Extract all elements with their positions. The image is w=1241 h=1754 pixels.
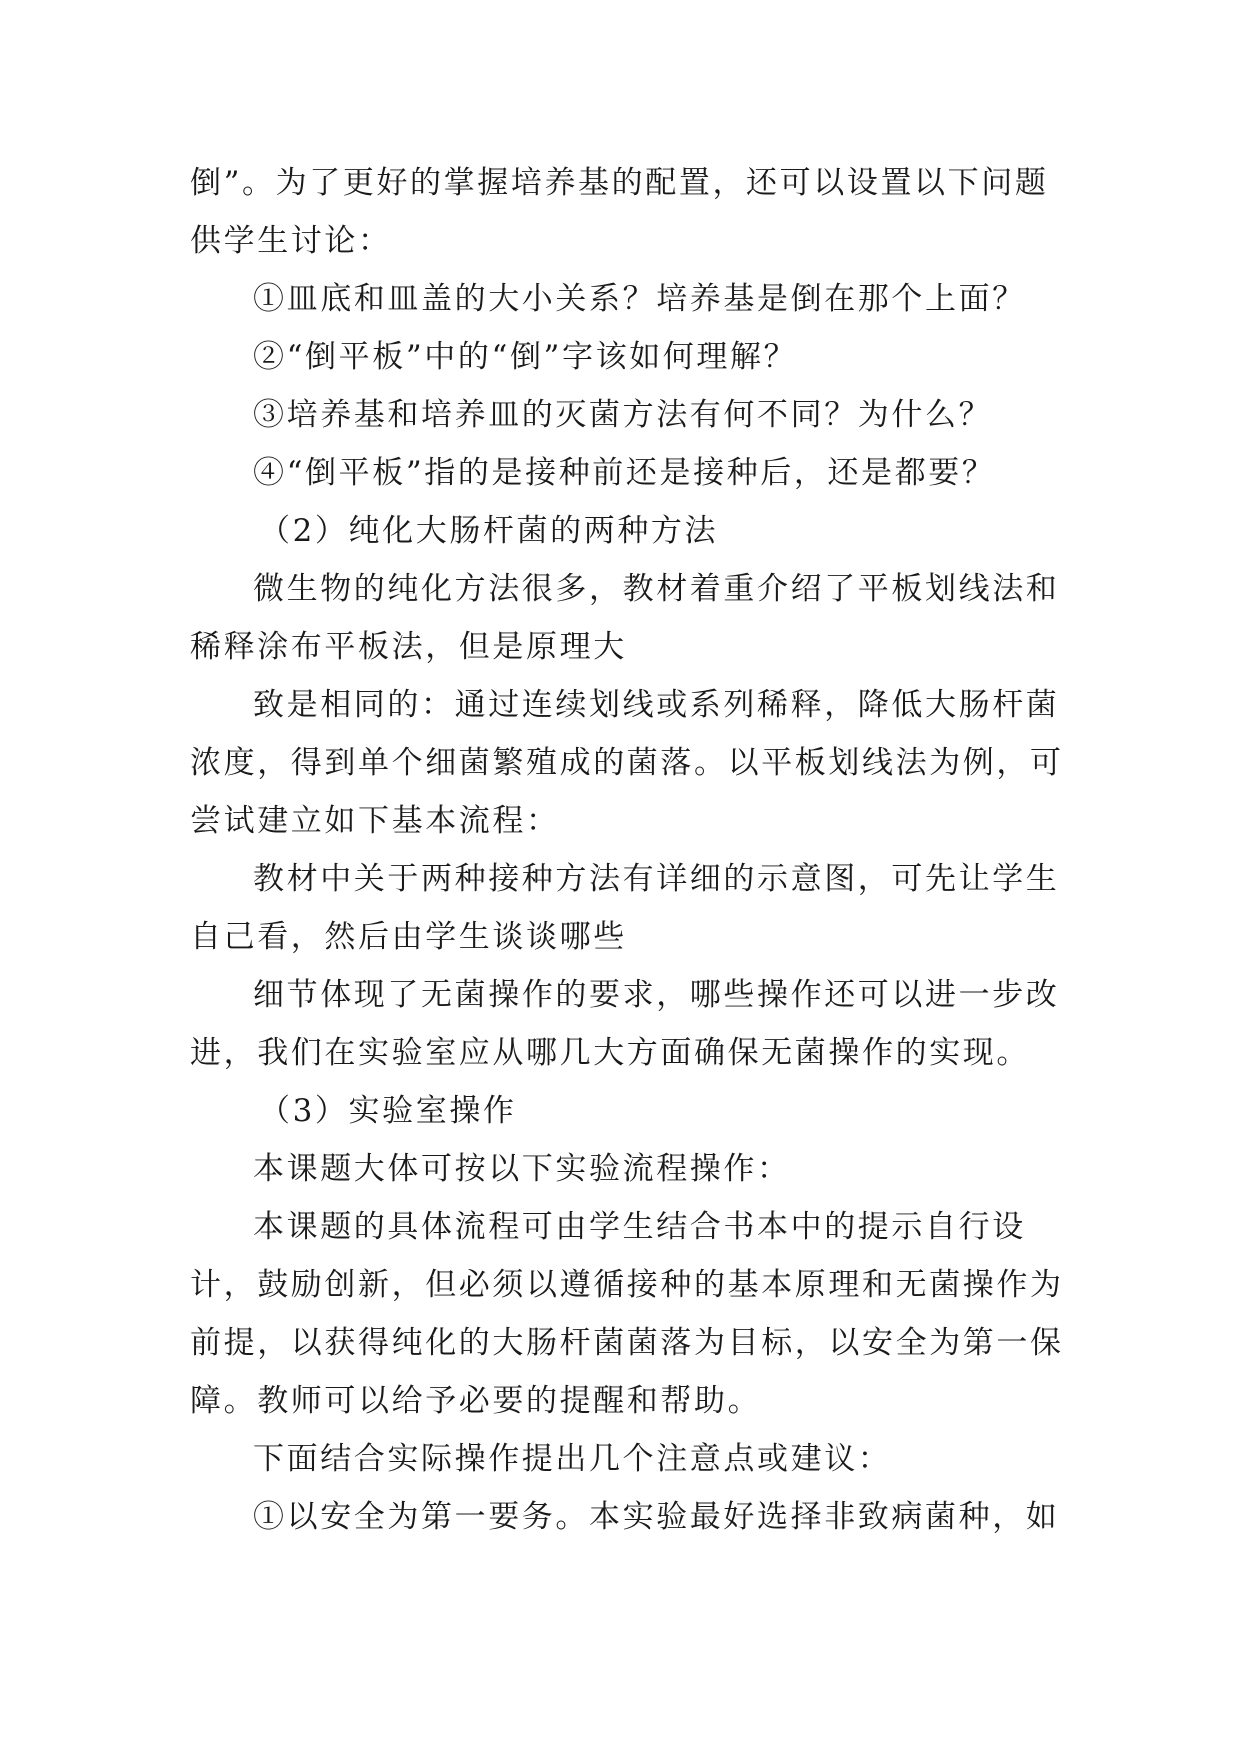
paragraph-line: 尝试建立如下基本流程： — [190, 803, 560, 839]
paragraph-line: 供学生讨论： — [190, 223, 392, 259]
paragraph-line: 本课题的具体流程可由学生结合书本中的提示自行设 — [253, 1209, 1026, 1245]
paragraph-line: 自己看，然后由学生谈谈哪些 — [190, 919, 627, 955]
list-item: ①皿底和皿盖的大小关系？培养基是倒在那个上面？ — [253, 281, 1026, 317]
section-heading: （3）实验室操作 — [259, 1093, 517, 1129]
paragraph-line: 本课题大体可按以下实验流程操作： — [253, 1151, 791, 1187]
paragraph-line: 前提，以获得纯化的大肠杆菌菌落为目标，以安全为第一保 — [190, 1325, 1064, 1361]
paragraph-line: 致是相同的：通过连续划线或系列稀释，降低大肠杆菌 — [253, 687, 1060, 723]
paragraph-line: 细节体现了无菌操作的要求，哪些操作还可以进一步改 — [253, 977, 1060, 1013]
paragraph-line: 计，鼓励创新，但必须以遵循接种的基本原理和无菌操作为 — [190, 1267, 1064, 1303]
paragraph-line: 下面结合实际操作提出几个注意点或建议： — [253, 1441, 892, 1477]
paragraph-line: 浓度，得到单个细菌繁殖成的菌落。以平板划线法为例，可 — [190, 745, 1064, 781]
paragraph-line: 微生物的纯化方法很多，教材着重介绍了平板划线法和 — [253, 571, 1060, 607]
paragraph-line: 倒”。为了更好的掌握培养基的配置，还可以设置以下问题 — [190, 165, 1049, 201]
paragraph-line: 稀释涂布平板法，但是原理大 — [190, 629, 627, 665]
section-heading: （2）纯化大肠杆菌的两种方法 — [259, 513, 719, 549]
paragraph-line: 进，我们在实验室应从哪几大方面确保无菌操作的实现。 — [190, 1035, 1030, 1071]
paragraph-line: 教材中关于两种接种方法有详细的示意图，可先让学生 — [253, 861, 1060, 897]
list-item: ③培养基和培养皿的灭菌方法有何不同？为什么？ — [253, 397, 993, 433]
paragraph-line: 障。教师可以给予必要的提醒和帮助。 — [190, 1383, 762, 1419]
list-item: ②“倒平板”中的“倒”字该如何理解？ — [253, 339, 798, 375]
list-item: ④“倒平板”指的是接种前还是接种后，还是都要？ — [253, 455, 996, 491]
list-item: ①以安全为第一要务。本实验最好选择非致病菌种，如 — [253, 1499, 1060, 1535]
